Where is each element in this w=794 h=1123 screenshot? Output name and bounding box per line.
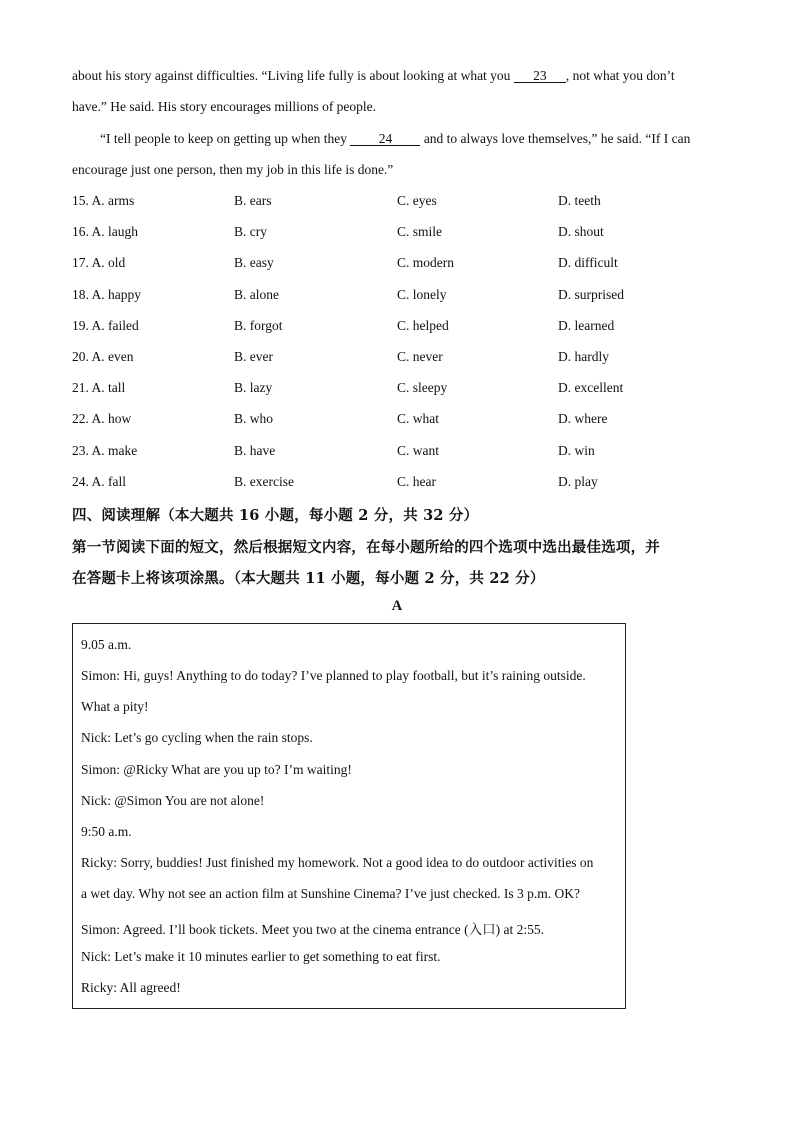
chat-message: What a pity! <box>81 699 149 714</box>
passage-text: about his story against difficulties. “Living life fully is about looking at what you <box>72 68 514 83</box>
option-a: 20. A. even <box>72 349 134 364</box>
option-d: D. win <box>558 443 595 458</box>
option-row-16 <box>72 224 752 242</box>
chat-message: Ricky: Sorry, buddies! Just finished my homework. Not a good idea to do outdoor activities on <box>81 855 594 870</box>
option-b: B. exercise <box>234 474 294 489</box>
option-d: D. shout <box>558 224 604 239</box>
passage-text: “I tell people to keep on getting up when they <box>100 131 351 146</box>
option-row-18 <box>72 287 752 305</box>
chat-timestamp: 9.05 a.m. <box>81 637 132 652</box>
option-d: D. excellent <box>558 380 624 395</box>
chat-message: Simon: Agreed. I’ll book tickets. Meet you two at the cinema entrance (入口) at 2:55. <box>81 922 545 937</box>
option-a: 17. A. old <box>72 255 126 270</box>
option-d: D. learned <box>558 318 615 333</box>
option-row-21 <box>72 380 752 398</box>
option-b: B. ever <box>234 349 273 364</box>
option-c: C. what <box>397 411 439 426</box>
section-instructions-1: 第一节阅读下面的短文，然后根据短文内容，在每小题所给的四个选项中选出最佳选项，并 <box>72 539 660 556</box>
passage-line-1 <box>72 68 675 84</box>
option-d: D. hardly <box>558 349 609 364</box>
option-row-24 <box>72 474 752 492</box>
option-d: D. surprised <box>558 287 624 302</box>
passage-text: , not what you don’t <box>565 68 675 83</box>
option-b: B. forgot <box>234 318 283 333</box>
option-c: C. sleepy <box>397 380 448 395</box>
passage-line-4: encourage just one person, then my job in this life is done.” <box>72 162 394 177</box>
chat-message: a wet day. Why not see an action film at Sunshine Cinema? I’ve just checked. Is 3 p.m. OK? <box>81 886 580 901</box>
option-row-17 <box>72 255 752 273</box>
option-a: 18. A. happy <box>72 287 141 302</box>
passage-label: A <box>391 598 403 614</box>
passage-line-2: have.” He said. His story encourages millions of people. <box>72 99 377 114</box>
option-c: C. lonely <box>397 287 447 302</box>
chat-message: Nick: @Simon You are not alone! <box>81 793 265 808</box>
chat-box <box>72 623 626 1009</box>
option-d: D. play <box>558 474 598 489</box>
option-b: B. cry <box>234 224 267 239</box>
option-a: 16. A. laugh <box>72 224 138 239</box>
option-c: C. smile <box>397 224 443 239</box>
option-b: B. who <box>234 411 274 426</box>
option-b: B. ears <box>234 193 272 208</box>
option-a: 23. A. make <box>72 443 138 458</box>
option-b: B. lazy <box>234 380 273 395</box>
option-row-20 <box>72 349 752 367</box>
option-a: 22. A. how <box>72 411 132 426</box>
option-d: D. difficult <box>558 255 618 270</box>
section-heading: 四、阅读理解（本大题共 16 小题，每小题 2 分，共 32 分） <box>72 507 479 524</box>
option-b: B. easy <box>234 255 274 270</box>
option-d: D. where <box>558 411 608 426</box>
chat-message: Nick: Let’s make it 10 minutes earlier to get something to eat first. <box>81 949 441 964</box>
blank-24: 24 <box>350 132 420 146</box>
chat-message: Simon: Hi, guys! Anything to do today? I’ve planned to play football, but it’s raining outside. <box>81 668 586 683</box>
option-a: 21. A. tall <box>72 380 126 395</box>
chat-message: Ricky: All agreed! <box>81 980 181 995</box>
option-row-22 <box>72 411 752 429</box>
option-c: C. hear <box>397 474 436 489</box>
option-a: 24. A. fall <box>72 474 126 489</box>
option-c: C. never <box>397 349 443 364</box>
option-a: 15. A. arms <box>72 193 135 208</box>
blank-23: 23 <box>514 69 566 83</box>
option-row-19 <box>72 318 752 336</box>
option-c: C. helped <box>397 318 449 333</box>
passage-line-3 <box>100 131 690 147</box>
option-d: D. teeth <box>558 193 601 208</box>
option-row-15 <box>72 193 752 211</box>
option-c: C. modern <box>397 255 454 270</box>
chat-message: Nick: Let’s go cycling when the rain stops. <box>81 730 313 745</box>
chat-message: Simon: @Ricky What are you up to? I’m waiting! <box>81 762 352 777</box>
chat-timestamp: 9:50 a.m. <box>81 824 132 839</box>
option-a: 19. A. failed <box>72 318 139 333</box>
section-instructions-2: 在答题卡上将该项涂黑。（本大题共 11 小题，每小题 2 分，共 22 分） <box>72 570 545 587</box>
option-b: B. alone <box>234 287 279 302</box>
passage-text: and to always love themselves,” he said. “If I can <box>420 131 691 146</box>
option-row-23 <box>72 443 752 461</box>
option-c: C. want <box>397 443 439 458</box>
option-c: C. eyes <box>397 193 437 208</box>
option-b: B. have <box>234 443 276 458</box>
